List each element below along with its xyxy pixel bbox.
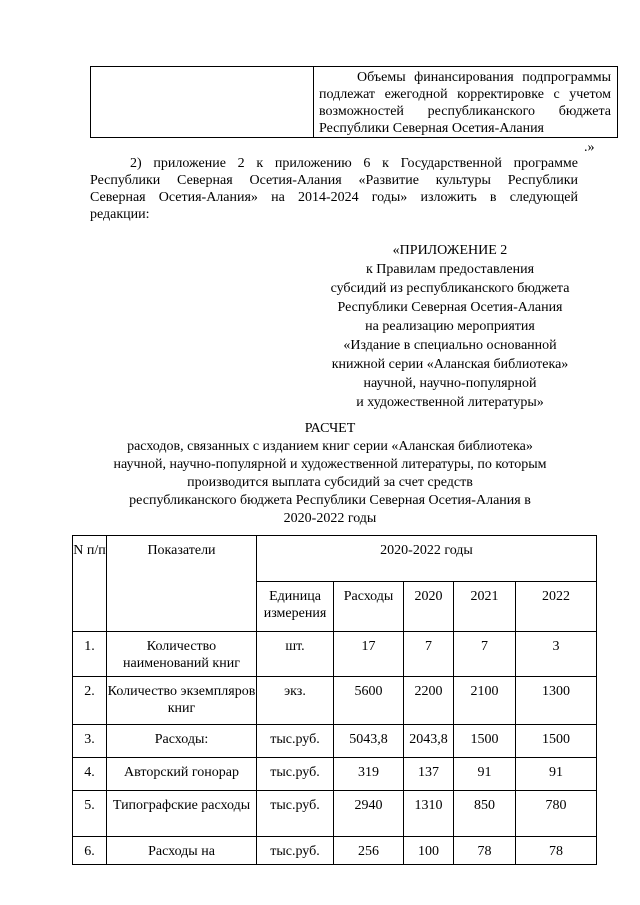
row-num: 1.	[73, 632, 107, 677]
row-2022: 1500	[516, 725, 597, 758]
row-unit: тыс.руб.	[257, 791, 334, 837]
header-2020: 2020	[404, 582, 454, 632]
row-num: 5.	[73, 791, 107, 837]
calculation-subtitle-line: научной, научно-популярной и художественной литературы, по которым	[113, 457, 547, 472]
appendix-line: и художественной литературы»	[356, 395, 544, 410]
appendix-line: субсидий из республиканского бюджета	[330, 281, 570, 296]
appendix-line: «Издание в специально основанной	[343, 338, 557, 353]
row-unit: экз.	[257, 677, 334, 725]
closing-quote-mark: .»	[584, 140, 595, 155]
row-name: Расходы:	[107, 725, 257, 758]
row-2020: 100	[404, 837, 454, 865]
row-total: 17	[334, 632, 404, 677]
expenses-table	[72, 535, 597, 865]
row-2021: 2100	[454, 677, 516, 725]
funding-note-line: Объемы финансирования подпрограммы	[357, 70, 611, 85]
row-2022: 3	[516, 632, 597, 677]
row-total: 319	[334, 758, 404, 791]
row-unit: тыс.руб.	[257, 837, 334, 865]
funding-note-text	[319, 69, 611, 137]
row-2022: 780	[516, 791, 597, 837]
paragraph-line: Северная Осетия-Алания» на 2014-2024 годы» изложить в следующей	[90, 190, 578, 205]
row-2020: 7	[404, 632, 454, 677]
row-name: Количество экземпляров книг	[107, 677, 257, 725]
calculation-subtitle-line: 2020-2022 годы	[283, 511, 377, 526]
row-2021: 78	[454, 837, 516, 865]
row-num: 4.	[73, 758, 107, 791]
appendix-line: к Правилам предоставления	[365, 262, 535, 277]
row-name: Количество наименований книг	[107, 632, 257, 677]
amendment-paragraph	[90, 155, 578, 223]
row-2022: 1300	[516, 677, 597, 725]
row-2020: 137	[404, 758, 454, 791]
funding-note-line: Республики Северная Осетия-Алания	[319, 121, 544, 136]
appendix-line: «ПРИЛОЖЕНИЕ 2	[392, 243, 508, 258]
calculation-title	[60, 420, 600, 528]
row-total: 5043,8	[334, 725, 404, 758]
paragraph-line: Республики Северная Осетия-Алания «Развитие культуры Республики	[90, 173, 578, 188]
table-row	[73, 632, 597, 677]
row-2020: 2043,8	[404, 725, 454, 758]
row-total: 2940	[334, 791, 404, 837]
row-2021: 850	[454, 791, 516, 837]
calculation-heading: РАСЧЕТ	[304, 421, 356, 436]
row-num: 3.	[73, 725, 107, 758]
table-row	[73, 725, 597, 758]
paragraph-line: редакции:	[90, 207, 150, 222]
row-2022: 91	[516, 758, 597, 791]
row-2020: 1310	[404, 791, 454, 837]
funding-note-box	[90, 66, 618, 138]
header-unit: Единица измерения	[257, 582, 334, 632]
table-row	[73, 677, 597, 725]
table-header-row	[73, 536, 597, 582]
table-row	[73, 837, 597, 865]
calculation-subtitle-line: расходов, связанных с изданием книг серии «Аланская библиотека»	[127, 439, 533, 454]
row-total: 256	[334, 837, 404, 865]
header-2021: 2021	[454, 582, 516, 632]
row-num: 2.	[73, 677, 107, 725]
appendix-line: книжной серии «Аланская библиотека»	[331, 357, 569, 372]
box-divider	[313, 67, 314, 137]
row-unit: тыс.руб.	[257, 758, 334, 791]
paragraph-line: 2) приложение 2 к приложению 6 к Государственной программе	[130, 156, 578, 171]
calculation-subtitle-line: республиканского бюджета Республики Северная Осетия-Алания в	[129, 493, 531, 508]
funding-note-line: возможностей республиканского бюджета	[319, 104, 611, 119]
header-num: N п/п	[73, 536, 107, 632]
row-2021: 1500	[454, 725, 516, 758]
appendix-line: научной, научно-популярной	[363, 376, 537, 391]
row-total: 5600	[334, 677, 404, 725]
row-name: Типографские расходы	[107, 791, 257, 837]
row-2021: 91	[454, 758, 516, 791]
row-unit: шт.	[257, 632, 334, 677]
header-indicators: Показатели	[107, 536, 257, 632]
row-2020: 2200	[404, 677, 454, 725]
header-period: 2020-2022 годы	[257, 536, 597, 582]
row-name: Расходы на	[107, 837, 257, 865]
appendix-line: на реализацию мероприятия	[365, 319, 535, 334]
row-2022: 78	[516, 837, 597, 865]
funding-note-line: подлежат ежегодной корректировке с учетом	[319, 87, 611, 102]
calculation-subtitle-line: производится выплата субсидий за счет средств	[187, 475, 473, 490]
header-expenses: Расходы	[334, 582, 404, 632]
appendix-heading	[300, 241, 600, 412]
row-num: 6.	[73, 837, 107, 865]
row-2021: 7	[454, 632, 516, 677]
table-row	[73, 758, 597, 791]
table-row	[73, 791, 597, 837]
header-2022: 2022	[516, 582, 597, 632]
row-name: Авторский гонорар	[107, 758, 257, 791]
appendix-line: Республики Северная Осетия-Алания	[337, 300, 563, 315]
row-unit: тыс.руб.	[257, 725, 334, 758]
